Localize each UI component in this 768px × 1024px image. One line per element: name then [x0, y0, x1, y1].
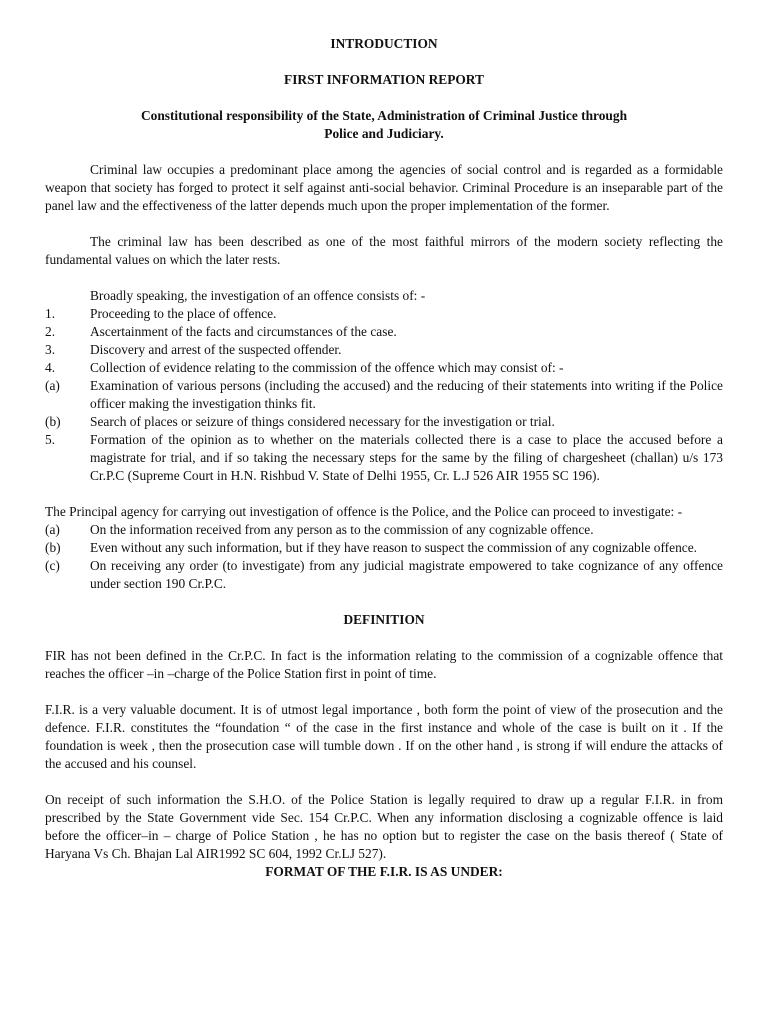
intro-paragraph-2: The criminal law has been described as one of the most faithful mirrors of the modern society reflecting the fundamental values on which the later rests.: [45, 234, 723, 267]
definition-paragraph-3: On receipt of such information the S.H.O. of the Police Station is legally required to draw up a regular F.I.R. in from prescribed by the State Government vide Sec. 154 Cr.P.C. When any information disclosing a cognizable offence is laid before the officer–in – charge of Police Station , he has no option but to register the case on the basis thereof ( State of Haryana Vs Ch. Bhajan Lal AIR1992 SC 604, 1992 Cr.LJ 527).: [45, 792, 723, 861]
police-agency-paragraph: The Principal agency for carrying out investigation of offence is the Police, and the Police can proceed to investigate: -: [45, 504, 683, 519]
list-item-text: Search of places or seizure of things considered necessary for the investigation or trial.: [90, 414, 555, 429]
list-item-number: (c): [45, 558, 60, 573]
police-items-list: [45, 521, 723, 593]
list-item-number: 5.: [45, 432, 56, 447]
definition-heading: DEFINITION: [343, 612, 425, 627]
subheading-line2: Police and Judiciary.: [324, 126, 444, 141]
list-item-number: 1.: [45, 306, 56, 321]
list-item-text: Discovery and arrest of the suspected offender.: [90, 342, 342, 357]
list-item-number: 3.: [45, 342, 56, 357]
subheading-line1: Constitutional responsibility of the State, Administration of Criminal Justice through: [140, 108, 628, 123]
list-item: [45, 341, 723, 359]
list-item-number: (a): [45, 378, 60, 393]
list-item-number: (b): [45, 540, 61, 555]
list-item-text: On receiving any order (to investigate) from any judicial magistrate empowered to take cognizance of any offence under section 190 Cr.P.C.: [90, 558, 723, 591]
format-heading: FORMAT OF THE F.I.R. IS AS UNDER:: [265, 864, 503, 879]
list-item-text: Collection of evidence relating to the commission of the offence which may consist of: -: [90, 360, 564, 375]
list-item: [45, 323, 723, 341]
list-item-text: Proceeding to the place of offence.: [90, 306, 277, 321]
intro-paragraph-3: Broadly speaking, the investigation of an offence consists of: -: [90, 288, 426, 303]
list-item-text: Even without any such information, but if they have reason to suspect the commission of any cognizable offence.: [90, 540, 698, 555]
list-item: [45, 413, 723, 431]
list-item-text: On the information received from any person as to the commission of any cognizable offence.: [90, 522, 594, 537]
list-item-number: 4.: [45, 360, 56, 375]
list-item: [45, 305, 723, 323]
intro-heading: INTRODUCTION: [330, 36, 438, 51]
definition-paragraph-2: F.I.R. is a very valuable document. It is of utmost legal importance , both form the point of view of the prosecution and the defence. F.I.R. constitutes the “foundation “ of the case in the first instance and whole of the case is built on it . If the foundation is week , then the prosecution case will tumble down . If on the other hand , is strong if will endure the attacks of the accused and his counsel.: [45, 702, 723, 771]
list-item: [45, 539, 723, 557]
list-item: [45, 359, 723, 377]
list-item-text: Ascertainment of the facts and circumstances of the case.: [90, 324, 397, 339]
list-item: [45, 377, 723, 413]
fir-heading: FIRST INFORMATION REPORT: [284, 72, 484, 87]
constitutional-subheading: [45, 107, 723, 143]
list-item: [45, 431, 723, 485]
list-item-number: (b): [45, 414, 61, 429]
list-item: [45, 521, 723, 539]
list-item: [45, 557, 723, 593]
investigation-steps-list: [45, 305, 723, 485]
list-item-number: 2.: [45, 324, 56, 339]
definition-paragraph-1: FIR has not been defined in the Cr.P.C. In fact is the information relating to the commission of a cognizable offence that reaches the officer –in –charge of the Police Station first in point of time.: [45, 648, 723, 681]
intro-paragraph-1: Criminal law occupies a predominant place among the agencies of social control and is regarded as a formidable weapon that society has forged to protect it self against anti-social behavior. Criminal Procedure is an inseparable part of the panel law and the effectiveness of the latter depends much upon the proper implementation of the former.: [45, 162, 723, 213]
list-item-text: Formation of the opinion as to whether on the materials collected there is a case to place the accused before a magistrate for trial, and if so taking the necessary steps for the same by the filing of chargesheet (challan) u/s 173 Cr.P.C (Supreme Court in H.N. Rishbud V. State of Delhi 1955, Cr. L.J 526 AIR 1955 SC 196).: [90, 432, 723, 483]
list-item-text: Examination of various persons (including the accused) and the reducing of their statements into writing if the Police officer making the investigation thinks fit.: [90, 378, 723, 411]
list-item-number: (a): [45, 522, 60, 537]
